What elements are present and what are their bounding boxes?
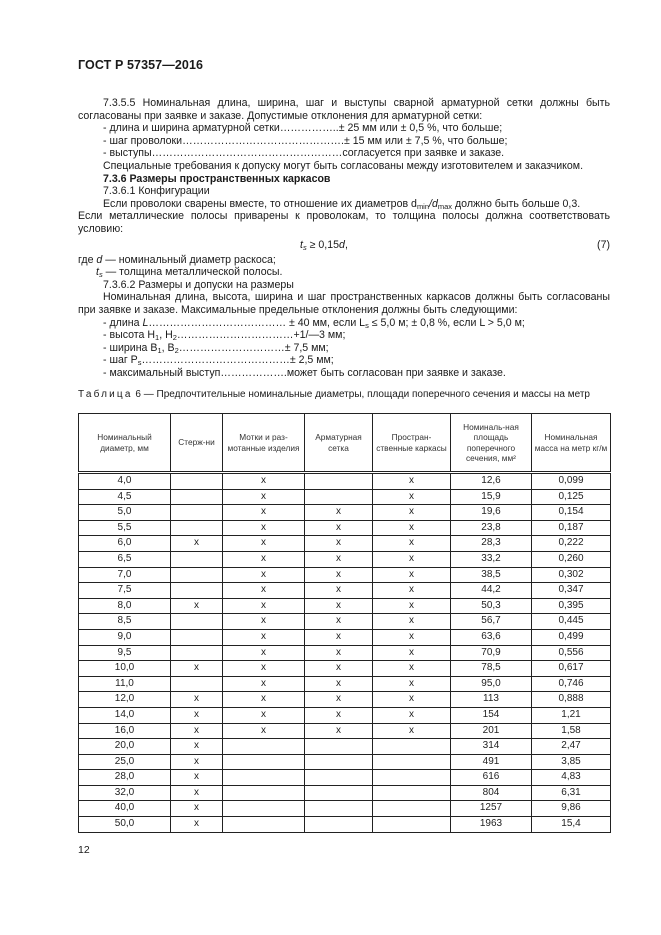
table-row — [79, 770, 611, 786]
table-cell: 5,5 — [79, 520, 171, 536]
table-cell: 78,5 — [451, 661, 532, 677]
table-cell: 70,9 — [451, 645, 532, 661]
tolerance-item: - шаг проволоки……………………………………….± 15 мм или ± 7,5 %, что больше; — [103, 134, 508, 147]
table-row — [79, 489, 611, 505]
table-cell — [373, 739, 451, 755]
table-row — [79, 583, 611, 599]
table-row — [79, 707, 611, 723]
table-cell: x — [373, 505, 451, 521]
table-cell: 0,888 — [532, 692, 611, 708]
table-cell: 0,260 — [532, 551, 611, 567]
table-row — [79, 536, 611, 552]
table-cell: 12,6 — [451, 473, 532, 490]
table-cell: x — [373, 707, 451, 723]
table-cell: 23,8 — [451, 520, 532, 536]
table-cell: x — [305, 723, 373, 739]
table-cell — [171, 489, 223, 505]
paragraph-7355: 7.3.5.5 Номинальная длина, ширина, шаг и выступы сварной арматурной сетки должны быть согласованы при заявке и заказе. Допустимые отклонения для арматурной сетки: — [78, 97, 610, 122]
table-6 — [78, 413, 611, 833]
table-cell: x — [223, 629, 305, 645]
table-cell: x — [305, 505, 373, 521]
table-cell: x — [223, 614, 305, 630]
table-cell: 50,3 — [451, 598, 532, 614]
paragraph-special-requirements: Специальные требования к допуску могут быть согласованы между изготовителем и заказчиком. — [103, 159, 584, 172]
table-cell: 28,3 — [451, 536, 532, 552]
tolerance-item: - длина L………………………………… ± 40 мм, если $L_s \le 5,0$ м; ± 0,8 %, если L > 5,0 м; — [103, 316, 525, 330]
formula-7 — [78, 236, 610, 254]
where-clause-d: где d — номинальный диаметр раскоса; — [78, 253, 276, 266]
table-cell: 154 — [451, 707, 532, 723]
table-cell: x — [171, 785, 223, 801]
page-number: 12 — [78, 844, 90, 856]
table-cell: 1,58 — [532, 723, 611, 739]
column-header: Стерж-ни — [171, 414, 223, 473]
table-row — [79, 661, 611, 677]
table-cell: 0,154 — [532, 505, 611, 521]
table-cell: x — [305, 692, 373, 708]
table-cell: x — [373, 567, 451, 583]
paragraph-diameter-ratio: Если проволоки сварены вместе, то отношение их диаметров $d_{min}/d_{max}$ должно быть больше 0,3. — [103, 197, 581, 211]
table-cell: 113 — [451, 692, 532, 708]
table-cell: x — [373, 629, 451, 645]
table-cell: x — [305, 567, 373, 583]
table-cell: 0,222 — [532, 536, 611, 552]
table-cell — [171, 645, 223, 661]
table-cell: x — [373, 676, 451, 692]
tolerance-list-cages — [78, 317, 610, 380]
table-cell: 28,0 — [79, 770, 171, 786]
tolerance-item: - максимальный выступ……………….может быть согласован при заявке и заказе. — [103, 366, 506, 379]
table-cell: 19,6 — [451, 505, 532, 521]
table-cell — [373, 785, 451, 801]
tolerance-item: - длина и ширина арматурной сетки……………..± 25 мм или ± 0,5 %, что больше; — [103, 122, 503, 135]
table-cell: x — [171, 536, 223, 552]
table-cell: x — [305, 707, 373, 723]
table-cell — [223, 817, 305, 833]
table-cell: 15,4 — [532, 817, 611, 833]
table-cell: x — [171, 739, 223, 755]
table-cell: x — [171, 661, 223, 677]
table-cell — [171, 567, 223, 583]
table-cell — [305, 754, 373, 770]
table-cell: x — [373, 583, 451, 599]
table-cell — [171, 520, 223, 536]
table-cell: 6,0 — [79, 536, 171, 552]
table-cell — [305, 739, 373, 755]
table-cell: 9,5 — [79, 645, 171, 661]
table-row — [79, 598, 611, 614]
table-cell — [171, 676, 223, 692]
table-cell: x — [223, 489, 305, 505]
table-cell: 0,556 — [532, 645, 611, 661]
table-cell: 50,0 — [79, 817, 171, 833]
table-row — [79, 520, 611, 536]
table-cell — [171, 614, 223, 630]
table-cell: 4,5 — [79, 489, 171, 505]
table-cell: x — [223, 723, 305, 739]
table-cell: 9,0 — [79, 629, 171, 645]
table-cell — [223, 754, 305, 770]
tolerance-item: - ширина $B_1$, $B_2\dots\dots\dots\dots\dots\dots\dots\dots\dots\dots\pm 7,5$ мм; — [103, 341, 329, 355]
table-cell: x — [171, 598, 223, 614]
table-cell: x — [223, 692, 305, 708]
column-header: Арматурная сетка — [305, 414, 373, 473]
column-header: Номинальная масса на метр кг/м — [532, 414, 611, 473]
table-cell: x — [171, 692, 223, 708]
table-cell — [305, 785, 373, 801]
table-row — [79, 473, 611, 490]
table-cell: 4,83 — [532, 770, 611, 786]
table-row — [79, 505, 611, 521]
table-cell: 56,7 — [451, 614, 532, 630]
table-cell: x — [171, 801, 223, 817]
table-cell — [373, 817, 451, 833]
table-cell: 314 — [451, 739, 532, 755]
column-header: Мотки и раз-мотанные изделия — [223, 414, 305, 473]
table-cell: 95,0 — [451, 676, 532, 692]
table-cell: x — [223, 676, 305, 692]
column-header: Номиналь-ная площадь поперечного сечения, мм² — [451, 414, 532, 473]
table-row — [79, 817, 611, 833]
table-cell: 33,2 — [451, 551, 532, 567]
table-cell: x — [373, 536, 451, 552]
table-row — [79, 739, 611, 755]
table-cell: 0,187 — [532, 520, 611, 536]
table-cell — [223, 770, 305, 786]
table-cell: x — [305, 536, 373, 552]
table-cell: 0,746 — [532, 676, 611, 692]
table-cell: x — [373, 645, 451, 661]
table-cell — [305, 473, 373, 490]
table-caption: Таблица 6 — Предпочтительные номинальные диаметры, площади поперечного сечения и массы на метр — [78, 389, 590, 400]
table-header-row — [79, 414, 611, 473]
table-cell: x — [373, 473, 451, 490]
table-cell: x — [223, 583, 305, 599]
table-cell: 4,0 — [79, 473, 171, 490]
table-cell: 1963 — [451, 817, 532, 833]
table-cell — [305, 770, 373, 786]
table-cell — [305, 817, 373, 833]
table-cell: x — [171, 770, 223, 786]
table-cell: x — [223, 707, 305, 723]
table-cell: x — [223, 567, 305, 583]
table-cell: 7,0 — [79, 567, 171, 583]
document-id-header: ГОСТ Р 57357—2016 — [78, 58, 204, 72]
where-clause-ts: $t_s$ — толщина металлической полосы. — [96, 266, 283, 280]
table-cell: 14,0 — [79, 707, 171, 723]
table-cell: x — [223, 551, 305, 567]
table-cell: x — [373, 692, 451, 708]
formula-expression: $t_s \ge 0,15d$, — [300, 238, 348, 252]
table-cell: x — [305, 583, 373, 599]
table-cell — [373, 754, 451, 770]
table-cell: 0,099 — [532, 473, 611, 490]
table-cell: 0,125 — [532, 489, 611, 505]
table-cell: 40,0 — [79, 801, 171, 817]
subsection-title-7361: 7.3.6.1 Конфигурации — [103, 185, 210, 198]
table-cell: x — [223, 645, 305, 661]
table-cell: x — [223, 520, 305, 536]
table-cell: x — [305, 661, 373, 677]
table-cell: x — [373, 723, 451, 739]
table-cell: 0,445 — [532, 614, 611, 630]
table-cell: 38,5 — [451, 567, 532, 583]
table-cell: x — [373, 661, 451, 677]
table-cell: 9,86 — [532, 801, 611, 817]
table-cell: x — [223, 661, 305, 677]
table-cell: 1257 — [451, 801, 532, 817]
table-cell — [171, 551, 223, 567]
table-cell — [171, 629, 223, 645]
table-cell: 0,395 — [532, 598, 611, 614]
table-cell: 201 — [451, 723, 532, 739]
table-cell: 20,0 — [79, 739, 171, 755]
table-cell: 25,0 — [79, 754, 171, 770]
table-cell: x — [373, 598, 451, 614]
table-cell: 11,0 — [79, 676, 171, 692]
table-cell: 491 — [451, 754, 532, 770]
table-cell: 2,47 — [532, 739, 611, 755]
table-row — [79, 676, 611, 692]
table-cell: 6,31 — [532, 785, 611, 801]
table-row — [79, 614, 611, 630]
tolerance-item: - выступы………………………………………………согласуется при заявке и заказе. — [103, 147, 505, 160]
table-cell: x — [171, 754, 223, 770]
table-cell: x — [305, 629, 373, 645]
table-cell: 7,5 — [79, 583, 171, 599]
paragraph-strip-thickness: Если металлические полосы приварены к проволокам, то толщина полосы должна соответствовать условию: — [78, 210, 610, 235]
table-cell: x — [171, 707, 223, 723]
table-cell: 32,0 — [79, 785, 171, 801]
table-cell: x — [305, 598, 373, 614]
table-cell: x — [223, 536, 305, 552]
table-row — [79, 567, 611, 583]
tolerance-item: - шаг $P_s\dots\dots\dots\dots\dots\dots\dots\dots\dots\dots\dots\dots\dots\dots\pm 2,5$ мм; — [103, 354, 334, 368]
table-cell: 12,0 — [79, 692, 171, 708]
table-row — [79, 629, 611, 645]
table-row — [79, 785, 611, 801]
table-cell: 63,6 — [451, 629, 532, 645]
column-header: Простран-ственные каркасы — [373, 414, 451, 473]
table-cell: x — [305, 645, 373, 661]
table-cell: x — [373, 520, 451, 536]
table-cell: 0,347 — [532, 583, 611, 599]
table-cell — [171, 505, 223, 521]
table-row — [79, 801, 611, 817]
table-row — [79, 645, 611, 661]
table-cell: 0,499 — [532, 629, 611, 645]
subsection-title-7362: 7.3.6.2 Размеры и допуски на размеры — [103, 278, 294, 291]
table-cell: x — [171, 817, 223, 833]
table-cell: 8,5 — [79, 614, 171, 630]
table-cell — [373, 801, 451, 817]
column-header: Номинальный диаметр, мм — [79, 414, 171, 473]
table-row — [79, 723, 611, 739]
paragraph-dimensions: Номинальная длина, высота, ширина и шаг пространственных каркасов должны быть согласованы при заявке и заказе. Максимальные предельные отклонения должны быть следующими: — [78, 291, 610, 316]
table-cell: x — [223, 473, 305, 490]
table-cell: 804 — [451, 785, 532, 801]
table-cell: 15,9 — [451, 489, 532, 505]
table-cell: 44,2 — [451, 583, 532, 599]
tolerance-list-mesh — [78, 122, 610, 160]
table-row — [79, 551, 611, 567]
table-cell: 5,0 — [79, 505, 171, 521]
table-cell — [223, 801, 305, 817]
tolerance-item: - высота $H_1$, $H_2\dots\dots\dots\dots\dots\dots\dots\dots\dots\dots\dots+1/—3$ мм; — [103, 329, 346, 343]
table-row — [79, 692, 611, 708]
table-body — [79, 473, 611, 833]
table-cell: x — [373, 614, 451, 630]
table-cell: x — [305, 520, 373, 536]
table-cell: x — [305, 614, 373, 630]
table-cell — [223, 785, 305, 801]
table-cell: x — [373, 489, 451, 505]
table-cell — [305, 489, 373, 505]
table-cell: x — [373, 551, 451, 567]
formula-number: (7) — [597, 238, 610, 251]
table-cell: 616 — [451, 770, 532, 786]
table-cell: x — [305, 676, 373, 692]
table-cell — [171, 473, 223, 490]
table-cell — [305, 801, 373, 817]
table-cell: 1,21 — [532, 707, 611, 723]
table-cell: 0,617 — [532, 661, 611, 677]
section-title-736: 7.3.6 Размеры пространственных каркасов — [103, 172, 331, 185]
table-cell: 10,0 — [79, 661, 171, 677]
table-cell: x — [223, 598, 305, 614]
table-cell: 3,85 — [532, 754, 611, 770]
body-text — [78, 97, 610, 379]
table-cell: 16,0 — [79, 723, 171, 739]
table-cell: x — [223, 505, 305, 521]
table-cell: 8,0 — [79, 598, 171, 614]
table-cell: 0,302 — [532, 567, 611, 583]
table-cell — [223, 739, 305, 755]
table-cell — [171, 583, 223, 599]
table-cell: x — [305, 551, 373, 567]
table-cell: x — [171, 723, 223, 739]
table-row — [79, 754, 611, 770]
table-cell — [373, 770, 451, 786]
table-cell: 6,5 — [79, 551, 171, 567]
